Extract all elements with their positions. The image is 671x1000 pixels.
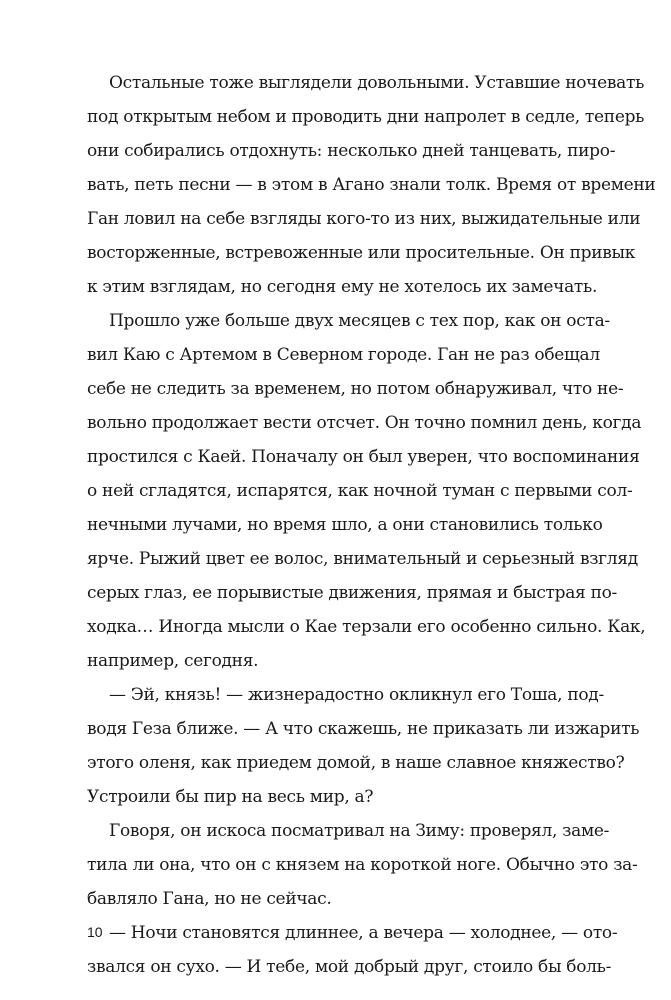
text-line: Ган ловил на себе взгляды кого-то из них, выжидательные или bbox=[87, 209, 641, 229]
paragraph bbox=[87, 66, 656, 304]
text-line: ходка… Иногда мысли о Кае терзали его особенно сильно. Как, bbox=[87, 617, 646, 637]
text-line: к этим взглядам, но сегодня ему не хотелось их замечать. bbox=[87, 277, 598, 297]
text-line: серых глаз, ее порывистые движения, прямая и быстрая по- bbox=[87, 583, 617, 603]
paragraph bbox=[87, 814, 638, 916]
text-line: тила ли она, что он с князем на короткой ноге. Обычно это за- bbox=[87, 855, 638, 875]
text-line: они собирались отдохнуть: несколько дней танцевать, пиро- bbox=[87, 141, 616, 161]
paragraph bbox=[87, 678, 640, 814]
text-line: Прошло уже больше двух месяцев с тех пор, как он оста- bbox=[109, 311, 610, 331]
page-number: 10 bbox=[87, 924, 103, 940]
text-line: простился с Каей. Поначалу он был уверен, что воспоминания bbox=[87, 447, 640, 467]
text-line: себе не следить за временем, но потом обнаруживал, что не- bbox=[87, 379, 624, 399]
paragraph bbox=[87, 916, 618, 984]
text-line: о ней сгладятся, испарятся, как ночной туман с первыми сол- bbox=[87, 481, 633, 501]
book-page-text bbox=[87, 66, 656, 984]
text-line: например, сегодня. bbox=[87, 651, 259, 671]
text-line: вил Каю с Артемом в Северном городе. Ган не раз обещал bbox=[87, 345, 600, 365]
text-line: водя Геза ближе. — А что скажешь, не приказать ли изжарить bbox=[87, 719, 640, 739]
text-line: нечными лучами, но время шло, а они становились только bbox=[87, 515, 603, 535]
text-line: Устроили бы пир на весь мир, а? bbox=[87, 787, 374, 807]
text-line: под открытым небом и проводить дни напролет в седле, теперь bbox=[87, 107, 645, 127]
text-line: вольно продолжает вести отсчет. Он точно помнил день, когда bbox=[87, 413, 642, 433]
text-line: этого оленя, как приедем домой, в наше славное княжество? bbox=[87, 753, 625, 773]
text-line: звался он сухо. — И тебе, мой добрый друг, стоило бы боль- bbox=[87, 957, 612, 977]
text-line: ярче. Рыжий цвет ее волос, внимательный и серьезный взгляд bbox=[87, 549, 638, 569]
text-line: — Эй, князь! — жизнерадостно окликнул его Тоша, под- bbox=[109, 685, 604, 705]
paragraph bbox=[87, 304, 646, 678]
text-line: Говоря, он искоса посматривал на Зиму: проверял, заме- bbox=[109, 821, 610, 841]
text-line: Остальные тоже выглядели довольными. Уставшие ночевать bbox=[109, 73, 645, 93]
text-line: вать, петь песни — в этом в Агано знали толк. Время от времени bbox=[87, 175, 656, 195]
text-line: восторженные, встревоженные или просительные. Он привык bbox=[87, 243, 636, 263]
text-line: — Ночи становятся длиннее, а вечера — холоднее, — ото- bbox=[109, 923, 618, 943]
text-line: бавляло Гана, но не сейчас. bbox=[87, 889, 332, 909]
